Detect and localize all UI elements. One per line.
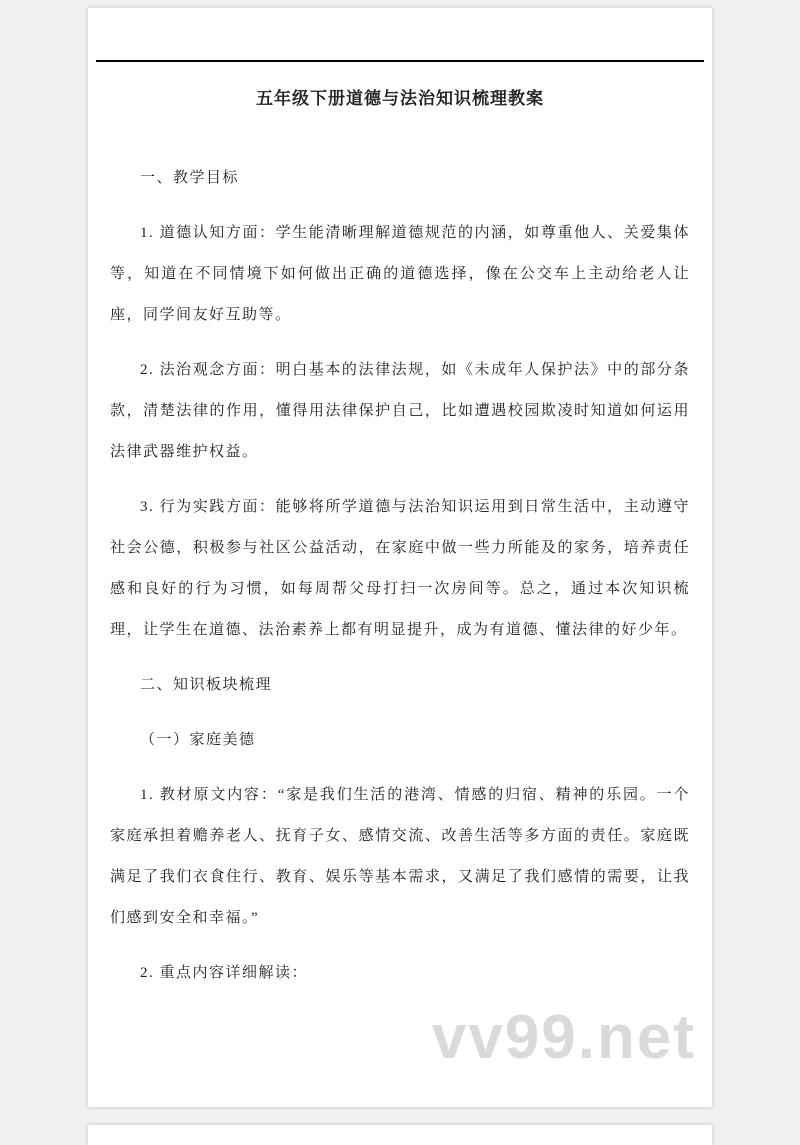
header-rule	[96, 8, 704, 62]
paragraph-rule-of-law-concept: 2. 法治观念方面：明白基本的法律法规，如《未成年人保护法》中的部分条款，清楚法律的作用，懂得用法律保护自己，比如遭遇校园欺凌时知道如何运用法律武器维护权益。	[110, 362, 690, 460]
section-heading-key-content: 2. 重点内容详细解读：	[140, 965, 309, 981]
subsection-heading-family-virtue: （一）家庭美德	[140, 732, 256, 748]
paragraph-behavior-practice: 3. 行为实践方面：能够将所学道德与法治知识运用到日常生活中，主动遵守社会公德，积极参与社区公益活动，在家庭中做一些力所能及的家务，培养责任感和良好的行为习惯，如每周帮父母打扫一次房间等。总之，通过本次知识梳理，让学生在道德、法治素养上都有明显提升，成为有道德、懂法律的好少年。	[110, 499, 690, 638]
document-page	[88, 8, 712, 1107]
document-content	[88, 86, 712, 994]
section-heading-teaching-goals: 一、教学目标	[140, 170, 240, 186]
paragraph-textbook-original: 1. 教材原文内容：“家是我们生活的港湾、情感的归宿、精神的乐园。一个家庭承担着赡养老人、抚育子女、感情交流、改善生活等多方面的责任。家庭既满足了我们衣食住行、教育、娱乐等基本需求，又满足了我们感情的需要，让我们感到安全和幸福。”	[110, 787, 690, 926]
next-page-top-edge	[88, 1125, 712, 1145]
page-gap	[0, 1107, 800, 1125]
section-heading-knowledge-blocks: 二、知识板块梳理	[140, 677, 273, 693]
watermark-text: vv99.net	[431, 1003, 696, 1072]
document-title: 五年级下册道德与法治知识梳理教案	[256, 89, 544, 108]
paragraph-moral-cognition: 1. 道德认知方面：学生能清晰理解道德规范的内涵，如尊重他人、关爱集体等，知道在不同情境下如何做出正确的道德选择，像在公交车上主动给老人让座，同学间友好互助等。	[110, 225, 690, 323]
